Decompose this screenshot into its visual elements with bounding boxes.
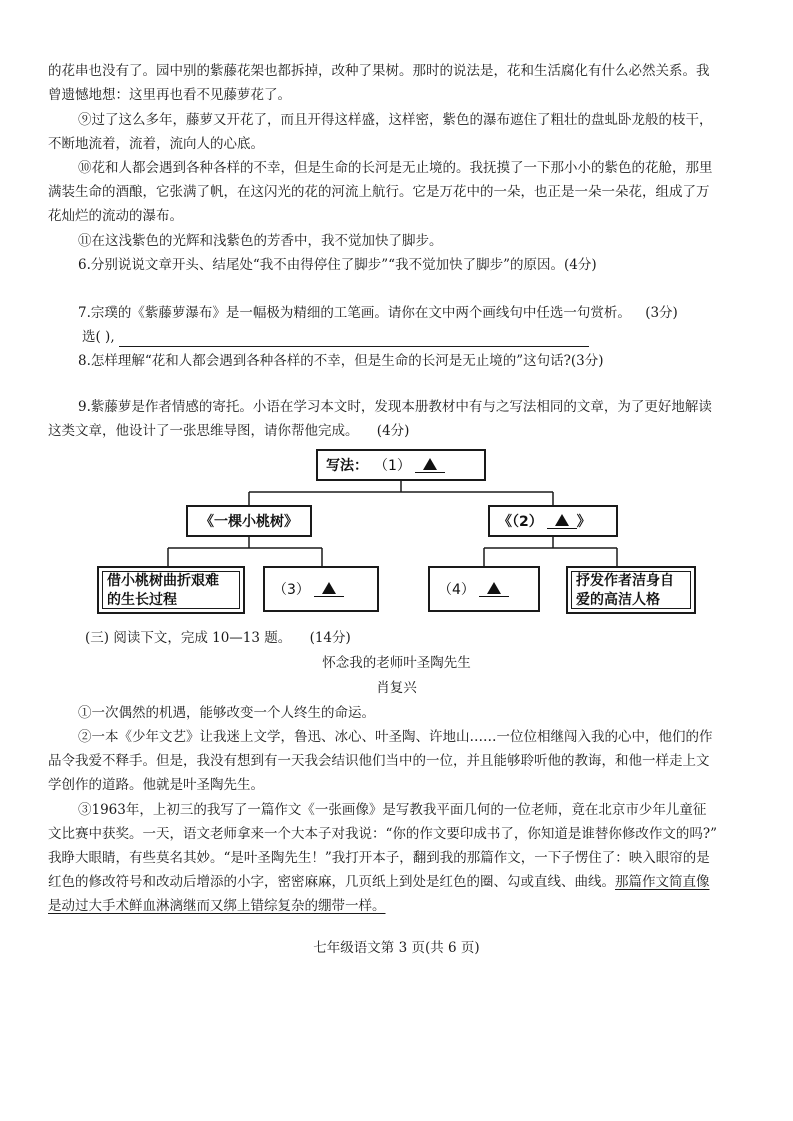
article-paragraph-2-line: 品令我爱不释手。但是，我没有想到有一天我会结识他们当中的一位，并且能够聆听他的教诲，和他一样走上文	[48, 753, 710, 769]
mindmap-node-left	[186, 505, 312, 537]
section-3-score: (14分)	[309, 630, 351, 646]
question-8: 8.怎样理解“花和人都会遇到各种各样的不幸，但是生命的长河是无止境的”这句话?(3分)	[78, 353, 604, 369]
leaf-2-number: （3）	[273, 582, 310, 598]
article-paragraph-3-line	[48, 872, 748, 892]
paragraph-10-line: 花灿烂的流动的瀑布。	[48, 208, 183, 224]
leaf-1-line: 的生长过程	[107, 592, 177, 608]
triangle-icon	[322, 582, 336, 594]
mindmap-leaf-2	[263, 566, 379, 612]
article-paragraph-2-line: 学创作的道路。他就是叶圣陶先生。	[48, 777, 264, 793]
root-number: （1）	[374, 458, 411, 474]
mindmap-leaf-4	[566, 566, 696, 614]
answer-blank-4[interactable]	[479, 581, 509, 597]
answer-blank-1[interactable]	[415, 457, 445, 473]
question-9-text: 这类文章，他设计了一张思维导图，请你帮他完成。	[48, 423, 359, 439]
underlined-sentence-line: 是动过大手术鲜血淋漓继而又绑上错综复杂的绷带一样。	[48, 898, 386, 914]
question-7-select: 选( ),	[82, 329, 115, 345]
left-title: 《一棵小桃树》	[200, 514, 298, 530]
question-7-text: 7.宗璞的《紫藤萝瀑布》是一幅极为精细的工笔画。请你在文中两个画线句中任选一句赏析。	[78, 305, 631, 321]
right-open: 《（2）	[498, 514, 543, 530]
mindmap-leaf-3	[428, 566, 540, 612]
question-9-line	[48, 421, 748, 441]
paragraph-8-line: 曾遗憾地想：这里再也看不见藤萝花了。	[48, 87, 291, 103]
article-paragraph-2-line: ②一本《少年文艺》让我迷上文学，鲁迅、冰心、叶圣陶、许地山……一位位相继闯入我的心中，他们的作	[78, 729, 713, 745]
question-7	[78, 303, 748, 323]
mindmap-node-right	[488, 505, 618, 537]
question-9-line: 9.紫藤萝是作者情感的寄托。小语在学习本文时，发现本册教材中有与之写法相同的文章，为了更好地解读	[78, 399, 712, 415]
right-close: 》	[576, 514, 591, 530]
article-paragraph-3-line: ③1963年，上初三的我写了一篇作文《一张画像》是写教我平面几何的一位老师，竟在北京市少年儿童征	[78, 802, 707, 818]
article-title: 怀念我的老师叶圣陶先生	[322, 655, 471, 671]
leaf-4-line: 爱的高洁人格	[576, 592, 660, 608]
paragraph-10-line: ⑩花和人都会遇到各种各样的不幸，但是生命的长河是无止境的。我抚摸了一下那小小的紫色的花舱，那里	[78, 160, 713, 176]
article-paragraph-3-line: 我睁大眼睛，有些莫名其妙。“是叶圣陶先生！”我打开本子，翻到我的那篇作文，一下子愣住了：映入眼帘的是	[48, 850, 710, 866]
triangle-icon	[555, 514, 569, 526]
article-paragraph-3-line: 文比赛中获奖。一天，语文老师拿来一个大本子对我说：“你的作文要印成书了，你知道是谁替你修改作文的吗?”	[48, 826, 718, 842]
leaf-4-line: 抒发作者洁身自	[576, 573, 674, 589]
paragraph-9-line: ⑨过了这么多年，藤萝又开花了，而且开得这样盛，这样密，紫色的瀑布遮住了粗壮的盘虬卧龙般的枝干，	[78, 112, 713, 128]
question-7-answer-line	[82, 327, 782, 347]
question-9-score: (4分)	[376, 423, 410, 439]
section-3-heading	[85, 628, 785, 648]
root-label: 写法：	[326, 458, 368, 474]
paragraph-9-line: 不断地流着，流着，流向人的心底。	[48, 136, 264, 152]
section-3-instruction: (三) 阅读下文，完成 10—13 题。	[85, 630, 292, 646]
question-6: 6.分别说说文章开头、结尾处“我不由得停住了脚步”“我不觉加快了脚步”的原因。(4分)	[78, 257, 597, 273]
triangle-icon	[487, 582, 501, 594]
leaf-3-number: （4）	[438, 582, 475, 598]
paragraph-10-line: 满装生命的酒酿，它张满了帆，在这闪光的花的河流上航行。它是万花中的一朵，也正是一朵一朵花，组成了万	[48, 184, 710, 200]
underlined-sentence: 那篇作文简直像	[615, 874, 710, 890]
triangle-icon	[423, 458, 437, 470]
answer-blank-3[interactable]	[314, 581, 344, 597]
paragraph-3-text: 红色的修改符号和改动后增添的小字，密密麻麻，几页纸上到处是红色的圈、勾或直线、曲线。	[48, 874, 615, 890]
answer-blank[interactable]	[119, 332, 589, 347]
paragraph-11-line: ⑪在这浅紫色的光辉和浅紫色的芳香中，我不觉加快了脚步。	[78, 233, 443, 249]
mindmap-root-node	[316, 449, 486, 481]
answer-blank-2[interactable]	[547, 513, 577, 529]
page-footer: 七年级语文第 3 页(共 6 页)	[313, 940, 480, 956]
article-author: 肖复兴	[376, 680, 417, 696]
article-paragraph-1: ①一次偶然的机遇，能够改变一个人终生的命运。	[78, 705, 375, 721]
paragraph-8-line: 的花串也没有了。园中别的紫藤花架也都拆掉，改种了果树。那时的说法是，花和生活腐化有什么必然关系。我	[48, 63, 710, 79]
question-7-score: (3分)	[645, 305, 678, 321]
leaf-1-line: 借小桃树曲折艰难	[107, 573, 219, 589]
mindmap-leaf-1	[97, 566, 245, 614]
